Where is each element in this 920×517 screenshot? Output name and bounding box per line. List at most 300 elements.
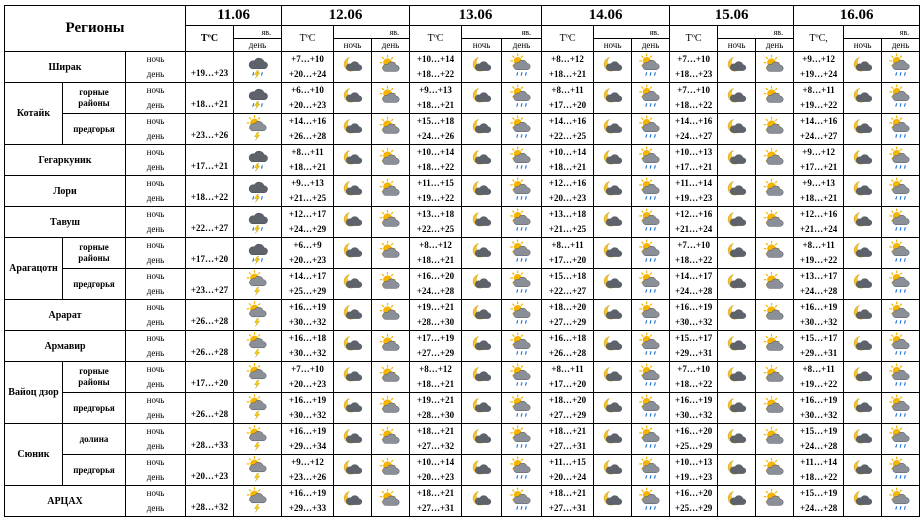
weather-icon-cell — [502, 424, 542, 455]
time-of-day — [126, 300, 186, 331]
weather-icon-cell — [502, 52, 542, 83]
cloud-moon-icon — [469, 240, 495, 266]
sun-cloud-rain-icon — [638, 364, 664, 390]
night-temp: +18…+21 — [548, 426, 587, 436]
weather-icon-cell — [632, 238, 670, 269]
temp-cell — [410, 393, 462, 424]
night-temp: +15…+18 — [548, 271, 587, 281]
cloud-moon-icon — [600, 209, 626, 235]
weather-icon-cell — [334, 238, 372, 269]
weather-icon-cell — [882, 269, 920, 300]
weather-icon-cell — [844, 207, 882, 238]
weather-icon-cell — [632, 486, 670, 517]
temp-cell — [542, 331, 594, 362]
subregion-name: предгорья — [63, 269, 126, 300]
temp-cell — [670, 238, 718, 269]
weather-icon-cell — [372, 114, 410, 145]
weather-icon-cell — [718, 176, 756, 207]
day-temp-11: +26…+28 — [186, 300, 234, 331]
cloud-moon-icon — [724, 209, 750, 235]
time-of-day — [126, 114, 186, 145]
weather-icon-cell — [756, 207, 794, 238]
night-temp: +18…+21 — [416, 426, 455, 436]
cloud-moon-icon — [340, 147, 366, 173]
weather-icon-cell — [334, 176, 372, 207]
day-temp: +20…+23 — [288, 255, 327, 265]
cloud-moon-icon — [340, 116, 366, 142]
cloud-moon-icon — [600, 333, 626, 359]
day-temp: +18…+21 — [416, 255, 455, 265]
weather-icon-cell — [462, 145, 502, 176]
time-of-day — [126, 207, 186, 238]
cloud-moon-icon — [850, 426, 876, 452]
weather-icon-cell — [632, 393, 670, 424]
sun-cloud-rain-icon — [888, 147, 914, 173]
night-temp: +15…+19 — [799, 426, 838, 436]
day-temp: +30…+32 — [799, 410, 838, 420]
night-temp: +8…+11 — [802, 240, 835, 250]
day-label: день — [146, 69, 165, 79]
yav-header: яв. — [718, 26, 794, 39]
time-of-day — [126, 393, 186, 424]
sun-cloud-icon — [762, 116, 788, 142]
temp-cell — [794, 238, 844, 269]
night-temp: +13…+18 — [416, 209, 455, 219]
cloud-moon-icon — [850, 457, 876, 483]
weather-icon-cell — [718, 238, 756, 269]
weather-icon-cell — [844, 393, 882, 424]
weather-icon-cell — [462, 114, 502, 145]
weather-icon-cell — [462, 300, 502, 331]
sun-cloud-rain-icon — [638, 426, 664, 452]
sun-cloud-rain-icon — [509, 426, 535, 452]
temp-cell — [282, 83, 334, 114]
day-temp: +18…+22 — [674, 255, 713, 265]
day-temp: +19…+22 — [799, 379, 838, 389]
sun-cloud-rain-icon — [888, 54, 914, 80]
sun-cloud-thunder-icon — [245, 395, 271, 421]
temp-cell — [410, 362, 462, 393]
temp-cell — [542, 114, 594, 145]
weather-icon-cell — [594, 486, 632, 517]
subregion-name: предгорья — [63, 393, 126, 424]
time-of-day — [126, 145, 186, 176]
subregion-name: горные районы — [63, 362, 126, 393]
temp-cell — [282, 114, 334, 145]
yav-header: яв. — [462, 26, 542, 39]
sun-cloud-rain-icon — [509, 240, 535, 266]
sun-cloud-rain-icon — [638, 240, 664, 266]
day-temp: +27…+32 — [416, 441, 455, 451]
sun-cloud-rain-icon — [888, 178, 914, 204]
day-label: день — [146, 410, 165, 420]
weather-icon-cell — [756, 393, 794, 424]
weather-icon-cell — [462, 362, 502, 393]
cloud-moon-icon — [469, 488, 495, 514]
night-subheader: ночь — [462, 39, 502, 52]
day-temp: +30…+32 — [288, 348, 327, 358]
rain-thunder-icon — [245, 178, 271, 204]
temp-cell — [542, 486, 594, 517]
weather-icon-cell — [594, 331, 632, 362]
weather-icon-cell — [594, 362, 632, 393]
day-label: день — [146, 193, 165, 203]
temp-cell — [410, 114, 462, 145]
cloud-moon-icon — [850, 271, 876, 297]
day-label: день — [146, 255, 165, 265]
night-temp: +15…+17 — [799, 333, 838, 343]
weather-icon-cell — [594, 455, 632, 486]
day-temp-11: +23…+27 — [186, 269, 234, 300]
night-subheader: ночь — [718, 39, 756, 52]
weather-icon-cell — [502, 114, 542, 145]
night-temp: +15…+17 — [674, 333, 713, 343]
time-of-day — [126, 176, 186, 207]
temp-cell — [410, 145, 462, 176]
sun-cloud-rain-icon — [509, 457, 535, 483]
weather-icon-cell — [372, 455, 410, 486]
weather-icon-cell — [718, 331, 756, 362]
temp-cell — [410, 300, 462, 331]
night-temp: +7…+10 — [291, 54, 324, 64]
day-temp: +30…+32 — [288, 317, 327, 327]
weather-icon-cell — [756, 52, 794, 83]
weather-icon-cell — [334, 207, 372, 238]
sun-cloud-rain-icon — [638, 147, 664, 173]
night-temp: +16…+20 — [674, 426, 713, 436]
temp-cell — [410, 455, 462, 486]
night-temp: +16…+18 — [548, 333, 587, 343]
weather-icon-cell — [502, 269, 542, 300]
weather-icon-cell — [594, 83, 632, 114]
night-label: ночь — [146, 54, 165, 64]
temp-cell — [794, 331, 844, 362]
day-temp: +26…+28 — [548, 348, 587, 358]
cloud-moon-icon — [850, 364, 876, 390]
temp-header: ТºС, — [794, 26, 844, 52]
weather-icon-cell — [756, 269, 794, 300]
night-subheader: ночь — [594, 39, 632, 52]
cloud-moon-icon — [850, 147, 876, 173]
temp-cell — [794, 393, 844, 424]
weather-icon-cell — [882, 424, 920, 455]
weather-icon-cell — [234, 393, 282, 424]
temp-cell — [542, 393, 594, 424]
sun-cloud-rain-icon — [888, 333, 914, 359]
day-temp: +29…+33 — [288, 503, 327, 513]
cloud-moon-icon — [469, 457, 495, 483]
time-of-day — [126, 331, 186, 362]
region-name: АРЦАХ — [5, 486, 126, 517]
temp-cell — [670, 114, 718, 145]
cloud-moon-icon — [850, 488, 876, 514]
cloud-moon-icon — [469, 302, 495, 328]
day-temp: +17…+20 — [548, 379, 587, 389]
cloud-moon-icon — [600, 426, 626, 452]
weather-icon-cell — [234, 238, 282, 269]
day-temp: +17…+21 — [674, 162, 713, 172]
day-temp: +18…+23 — [674, 69, 713, 79]
weather-icon-cell — [882, 52, 920, 83]
weather-icon-cell — [718, 362, 756, 393]
sun-cloud-rain-icon — [888, 426, 914, 452]
night-subheader: ночь — [334, 39, 372, 52]
weather-icon-cell — [234, 269, 282, 300]
cloud-moon-icon — [850, 302, 876, 328]
cloud-moon-icon — [469, 178, 495, 204]
night-temp: +7…+10 — [677, 364, 710, 374]
weather-icon-cell — [462, 207, 502, 238]
weather-icon-cell — [372, 207, 410, 238]
night-temp: +8…+12 — [551, 54, 584, 64]
region-name: Котайк — [5, 83, 63, 145]
weather-icon-cell — [632, 455, 670, 486]
weather-icon-cell — [502, 83, 542, 114]
night-temp: +7…+10 — [677, 85, 710, 95]
weather-icon-cell — [844, 52, 882, 83]
day-temp: +29…+31 — [799, 348, 838, 358]
cloud-moon-icon — [340, 426, 366, 452]
temp-cell — [794, 83, 844, 114]
sun-cloud-icon — [762, 54, 788, 80]
cloud-moon-icon — [850, 178, 876, 204]
sun-cloud-rain-icon — [638, 457, 664, 483]
day-label: день — [146, 224, 165, 234]
sun-cloud-icon — [762, 209, 788, 235]
night-temp: +16…+18 — [288, 333, 327, 343]
cloud-moon-icon — [340, 240, 366, 266]
weather-icon-cell — [844, 269, 882, 300]
weather-icon-cell — [234, 145, 282, 176]
cloud-moon-icon — [469, 85, 495, 111]
night-temp: +17…+19 — [416, 333, 455, 343]
region-name: Гегаркуник — [5, 145, 126, 176]
weather-icon-cell — [844, 176, 882, 207]
sun-cloud-rain-icon — [888, 209, 914, 235]
weather-icon-cell — [234, 52, 282, 83]
day-temp-11: +17…+21 — [186, 145, 234, 176]
weather-icon-cell — [882, 83, 920, 114]
temp-cell — [670, 207, 718, 238]
sun-cloud-rain-icon — [638, 54, 664, 80]
night-temp: +14…+16 — [288, 116, 327, 126]
temp-cell — [282, 393, 334, 424]
weather-icon-cell — [756, 362, 794, 393]
table-row — [5, 300, 920, 331]
sun-cloud-rain-icon — [888, 302, 914, 328]
weather-icon-cell — [372, 362, 410, 393]
day-temp: +30…+32 — [288, 410, 327, 420]
cloud-moon-icon — [340, 54, 366, 80]
day-temp: +19…+24 — [799, 69, 838, 79]
temp-cell — [282, 486, 334, 517]
cloud-moon-icon — [600, 85, 626, 111]
sun-cloud-thunder-icon — [245, 333, 271, 359]
temp-cell — [542, 238, 594, 269]
temp-cell — [542, 145, 594, 176]
day-subheader: день — [756, 39, 794, 52]
day-label: день — [146, 286, 165, 296]
temp-cell — [410, 83, 462, 114]
weather-icon-cell — [502, 207, 542, 238]
sun-cloud-thunder-icon — [245, 116, 271, 142]
night-temp: +13…+17 — [799, 271, 838, 281]
day-temp: +20…+24 — [288, 69, 327, 79]
cloud-moon-icon — [850, 116, 876, 142]
night-temp: +6…+9 — [293, 240, 322, 250]
night-temp: +16…+19 — [288, 302, 327, 312]
day-temp: +21…+24 — [799, 224, 838, 234]
table-row — [5, 114, 920, 145]
weather-icon-cell — [502, 145, 542, 176]
cloud-moon-icon — [600, 178, 626, 204]
sun-cloud-icon — [378, 240, 404, 266]
temp-cell — [410, 207, 462, 238]
weather-icon-cell — [882, 300, 920, 331]
day-temp: +17…+20 — [548, 100, 587, 110]
temp-cell — [542, 300, 594, 331]
temp-cell — [794, 486, 844, 517]
weather-icon-cell — [234, 176, 282, 207]
sun-cloud-icon — [762, 488, 788, 514]
sun-cloud-rain-icon — [509, 271, 535, 297]
cloud-moon-icon — [724, 178, 750, 204]
sun-cloud-icon — [378, 271, 404, 297]
temp-cell — [670, 393, 718, 424]
day-temp: +28…+30 — [416, 410, 455, 420]
day-temp: +27…+29 — [548, 410, 587, 420]
temp-cell — [794, 300, 844, 331]
cloud-moon-icon — [600, 116, 626, 142]
weather-icon-cell — [718, 207, 756, 238]
weather-icon-cell — [234, 83, 282, 114]
night-label: ночь — [146, 178, 165, 188]
weather-icon-cell — [502, 331, 542, 362]
temp-cell — [794, 145, 844, 176]
cloud-moon-icon — [600, 488, 626, 514]
region-name: Лори — [5, 176, 126, 207]
cloud-moon-icon — [600, 271, 626, 297]
day-temp: +18…+21 — [288, 162, 327, 172]
table-row — [5, 331, 920, 362]
night-temp: +8…+12 — [419, 240, 452, 250]
subregion-name: горные районы — [63, 238, 126, 269]
sun-cloud-icon — [378, 333, 404, 359]
temp-cell — [670, 176, 718, 207]
day-label: день — [146, 162, 165, 172]
weather-icon-cell — [502, 362, 542, 393]
weather-icon-cell — [632, 83, 670, 114]
temp-cell — [670, 331, 718, 362]
cloud-moon-icon — [850, 240, 876, 266]
cloud-moon-icon — [340, 302, 366, 328]
temp-header: ТºС — [186, 26, 234, 52]
night-label: ночь — [146, 302, 165, 312]
weather-icon-cell — [594, 145, 632, 176]
cloud-moon-icon — [340, 457, 366, 483]
weather-icon-cell — [844, 83, 882, 114]
sun-cloud-thunder-icon — [245, 364, 271, 390]
night-temp: +14…+16 — [674, 116, 713, 126]
day-temp: +19…+22 — [799, 255, 838, 265]
day-temp: +19…+23 — [674, 472, 713, 482]
weather-icon-cell — [844, 424, 882, 455]
region-name: Тавуш — [5, 207, 126, 238]
weather-icon-cell — [234, 300, 282, 331]
weather-icon-cell — [882, 238, 920, 269]
date-header: 13.06 — [410, 6, 542, 26]
sun-cloud-rain-icon — [638, 85, 664, 111]
temp-cell — [282, 300, 334, 331]
day-temp: +20…+23 — [548, 193, 587, 203]
weather-icon-cell — [756, 331, 794, 362]
weather-icon-cell — [718, 424, 756, 455]
day-temp: +24…+28 — [799, 286, 838, 296]
sun-cloud-rain-icon — [888, 240, 914, 266]
temp-cell — [670, 83, 718, 114]
sun-cloud-icon — [762, 271, 788, 297]
time-of-day — [126, 455, 186, 486]
weather-icon-cell — [234, 486, 282, 517]
sun-cloud-thunder-icon — [245, 457, 271, 483]
table-row — [5, 83, 920, 114]
weather-icon-cell — [372, 300, 410, 331]
night-temp: +10…+13 — [674, 457, 713, 467]
temp-cell — [542, 269, 594, 300]
weather-icon-cell — [756, 83, 794, 114]
cloud-moon-icon — [600, 54, 626, 80]
cloud-moon-icon — [340, 364, 366, 390]
day-temp: +21…+24 — [674, 224, 713, 234]
cloud-moon-icon — [600, 457, 626, 483]
temp-cell — [410, 269, 462, 300]
weather-icon-cell — [594, 207, 632, 238]
sun-cloud-icon — [378, 116, 404, 142]
night-label: ночь — [146, 147, 165, 157]
weather-icon-cell — [234, 362, 282, 393]
sun-cloud-icon — [378, 85, 404, 111]
temp-header: ТºС — [410, 26, 462, 52]
weather-icon-cell — [882, 207, 920, 238]
day-temp: +27…+31 — [416, 503, 455, 513]
region-name: Вайоц дзор — [5, 362, 63, 424]
sun-cloud-icon — [762, 364, 788, 390]
day-temp: +24…+27 — [799, 131, 838, 141]
sun-cloud-rain-icon — [509, 333, 535, 359]
night-label: ночь — [146, 240, 165, 250]
weather-icon-cell — [594, 176, 632, 207]
day-temp: +25…+29 — [674, 503, 713, 513]
sun-cloud-rain-icon — [638, 302, 664, 328]
night-label: ночь — [146, 271, 165, 281]
day-temp: +18…+22 — [799, 472, 838, 482]
day-label: день — [146, 503, 165, 513]
temp-cell — [410, 486, 462, 517]
temp-cell — [794, 362, 844, 393]
night-temp: +8…+11 — [551, 364, 584, 374]
weather-icon-cell — [334, 269, 372, 300]
subregion-name: предгорья — [63, 455, 126, 486]
day-temp: +27…+29 — [416, 348, 455, 358]
table-row — [5, 269, 920, 300]
weather-icon-cell — [718, 300, 756, 331]
day-temp-11: +20…+23 — [186, 455, 234, 486]
weather-icon-cell — [718, 269, 756, 300]
weather-icon-cell — [462, 393, 502, 424]
night-temp: +11…+14 — [800, 457, 837, 467]
night-temp: +7…+10 — [291, 364, 324, 374]
cloud-moon-icon — [724, 395, 750, 421]
